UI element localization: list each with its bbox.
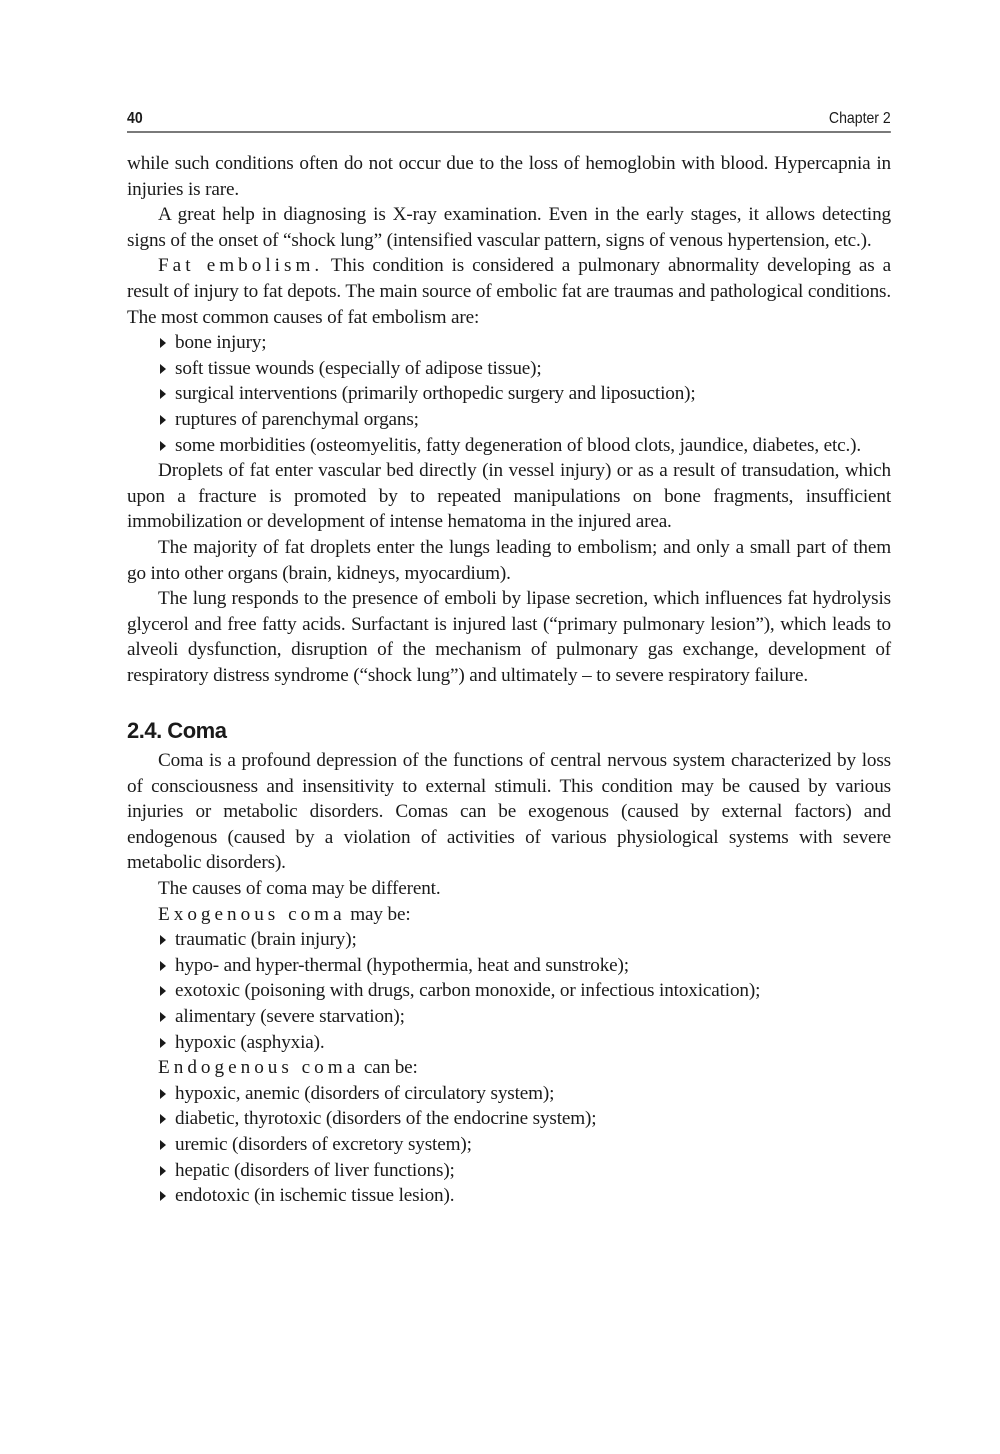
list-item bbox=[127, 978, 891, 1004]
paragraph-text: can be: bbox=[359, 1057, 418, 1079]
bullet-triangle-icon bbox=[160, 338, 166, 348]
list-item-text: uremic (disorders of excretory system); bbox=[175, 1133, 472, 1155]
list-item-text: hypoxic, anemic (disorders of circulatory system); bbox=[175, 1082, 555, 1104]
list-item bbox=[127, 1158, 891, 1184]
paragraph bbox=[127, 253, 891, 330]
endogenous-coma-list bbox=[127, 1081, 891, 1209]
fat-embolism-causes-list bbox=[127, 330, 891, 458]
list-item bbox=[127, 1106, 891, 1132]
list-item-text: soft tissue wounds (especially of adipose tissue); bbox=[175, 357, 542, 379]
bullet-triangle-icon bbox=[160, 1166, 166, 1176]
list-item-text: hepatic (disorders of liver functions); bbox=[175, 1159, 455, 1181]
list-item bbox=[127, 927, 891, 953]
bullet-triangle-icon bbox=[160, 441, 166, 451]
page-number: 40 bbox=[127, 110, 143, 127]
list-item-text: ruptures of parenchymal organs; bbox=[175, 408, 419, 430]
list-item-text: endotoxic (in ischemic tissue lesion). bbox=[175, 1185, 455, 1207]
bullet-triangle-icon bbox=[160, 389, 166, 399]
list-item bbox=[127, 953, 891, 979]
list-item bbox=[127, 407, 891, 433]
paragraph-text: This condition is considered a pulmonary abnormality developing as a result of injury to fat depots. The main source of embolic fat are traumas and pathological conditions. The most common causes of fat embolism are: bbox=[127, 255, 891, 328]
paragraph: while such conditions often do not occur due to the loss of hemoglobin with blood. Hypercapnia in injuries is rare. bbox=[127, 153, 891, 200]
list-item bbox=[127, 433, 891, 459]
chapter-label: Chapter 2 bbox=[828, 110, 891, 127]
list-item-text: hypo- and hyper-thermal (hypothermia, heat and sunstroke); bbox=[175, 954, 629, 976]
bullet-triangle-icon bbox=[160, 1140, 166, 1150]
bullet-triangle-icon bbox=[160, 935, 166, 945]
list-item-text: bone injury; bbox=[175, 332, 267, 354]
bullet-triangle-icon bbox=[160, 1089, 166, 1099]
paragraph: Coma is a profound depression of the functions of central nervous system characterized by loss of consciousness and insensitivity to external stimuli. This condition may be caused by various injuries or metabolic disorders. Comas can be exogenous (caused by external factors) and endogenous (caused by a violation of activities of various physiological systems with severe metabolic disorders). bbox=[127, 750, 891, 874]
list-item bbox=[127, 1132, 891, 1158]
section-heading: 2.4. Coma bbox=[127, 718, 227, 744]
bullet-triangle-icon bbox=[160, 1038, 166, 1048]
paragraph: The lung responds to the presence of emboli by lipase secretion, which influences fat hydrolysis glycerol and free fatty acids. Surfactant is injured last (“primary pulmonary lesion”), which leads to alveoli dysfunction, disruption of the mechanism of pulmonary gas exchange, development of respiratory distress syndrome (“shock lung”) and ultimately – to severe respiratory failure. bbox=[127, 588, 891, 686]
list-item-text: alimentary (severe starvation); bbox=[175, 1006, 405, 1027]
bullet-triangle-icon bbox=[160, 364, 166, 374]
spaced-term: Fat embolism. bbox=[158, 255, 324, 277]
running-head bbox=[127, 106, 891, 133]
list-item bbox=[127, 381, 891, 407]
paragraph: The majority of fat droplets enter the lungs leading to embolism; and only a small part of them go into other organs (brain, kidneys, myocardium). bbox=[127, 536, 891, 584]
list-item bbox=[127, 1081, 891, 1107]
bullet-triangle-icon bbox=[160, 1012, 166, 1022]
exogenous-coma-list bbox=[127, 927, 891, 1055]
list-item-text: exotoxic (poisoning with drugs, carbon monoxide, or infectious intoxication); bbox=[175, 980, 761, 1002]
list-item bbox=[127, 330, 891, 356]
list-item-text: some morbidities (osteomyelitis, fatty degeneration of blood clots, jaundice, diabetes, etc.). bbox=[175, 434, 862, 456]
spaced-term: Exogenous coma bbox=[158, 903, 346, 925]
list-item bbox=[127, 1030, 891, 1056]
bullet-triangle-icon bbox=[160, 961, 166, 971]
bullet-triangle-icon bbox=[160, 1191, 166, 1201]
paragraph bbox=[127, 902, 891, 928]
list-item bbox=[127, 1183, 891, 1209]
list-item-text: diabetic, thyrotoxic (disorders of the endocrine system); bbox=[175, 1108, 597, 1130]
book-page bbox=[127, 106, 891, 1209]
list-item bbox=[127, 1004, 891, 1030]
body-text bbox=[127, 151, 891, 1209]
paragraph: Droplets of fat enter vascular bed directly (in vessel injury) or as a result of transudation, which upon a fracture is promoted by to repeated manipulations on bone fragments, insufficient immobilization or development of intense hematoma in the injured area. bbox=[127, 460, 891, 533]
list-item-text: hypoxic (asphyxia). bbox=[175, 1031, 325, 1053]
bullet-triangle-icon bbox=[160, 415, 166, 425]
list-item-text: surgical interventions (primarily orthopedic surgery and liposuction); bbox=[175, 383, 696, 405]
bullet-triangle-icon bbox=[160, 1114, 166, 1124]
bullet-triangle-icon bbox=[160, 986, 166, 996]
paragraph: The causes of coma may be different. bbox=[158, 878, 441, 900]
paragraph-text: may be: bbox=[345, 903, 411, 925]
paragraph bbox=[127, 1055, 891, 1081]
list-item bbox=[127, 356, 891, 382]
spaced-term: Endogenous coma bbox=[158, 1057, 360, 1079]
list-item-text: traumatic (brain injury); bbox=[175, 929, 357, 951]
paragraph: A great help in diagnosing is X-ray examination. Even in the early stages, it allows detecting signs of the onset of “shock lung” (intensified vascular pattern, signs of venous hypertension, etc.). bbox=[127, 204, 891, 251]
